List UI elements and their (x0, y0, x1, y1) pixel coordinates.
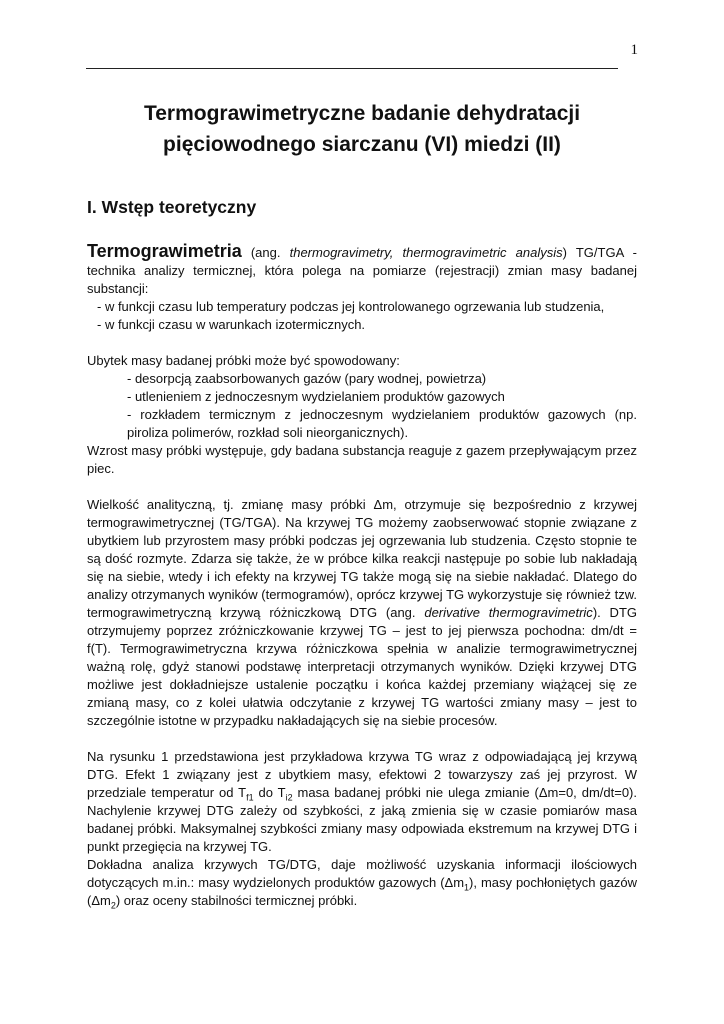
detail-text-1: Dokładna analiza krzywych TG/DTG, daje możliwość uzyskania informacji ilościowych dotyczących m.in.: masy wydzielonych produktów gazowych (Δm (87, 857, 637, 890)
page-number: 1 (630, 42, 638, 58)
detail-text-2: ), masy pochłoniętych gazów (Δm (87, 875, 637, 908)
measurement-list (87, 298, 637, 334)
list-item: - w funkcji czasu lub temperatury podczas jej kontrolowanego ogrzewania lub studzenia, (97, 299, 605, 314)
list-item: - rozkładem termicznym z jednoczesnym wydzielaniem produktów gazowych (np. piroliza polimerów, rozkład soli nieorganicznych). (127, 407, 637, 440)
list-item: - utlenieniem z jednoczesnym wydzielaniem produktów gazowych (127, 389, 505, 404)
document-body (87, 98, 637, 910)
list-item: - w funkcji czasu w warunkach izotermicznych. (97, 317, 366, 332)
title-line-1: Termograwimetryczne badanie dehydratacji (143, 102, 581, 125)
gain-paragraph: Wzrost masy próbki występuje, gdy badana substancja reaguje z gazem przepływającym przez piec. (87, 443, 637, 476)
list-item: - desorpcją zaabsorbowanych gazów (pary wodnej, powietrza) (127, 371, 487, 386)
term-heading: Termograwimetria (87, 241, 242, 261)
header-rule (86, 68, 618, 69)
figure-text-2: do T (253, 785, 286, 800)
title-line-2: pięciowodnego siarczanu (VI) miedzi (II) (163, 133, 561, 156)
detail-text-3: ) oraz oceny stabilności termicznej próbki. (115, 893, 358, 908)
detail-paragraph (87, 856, 637, 910)
subscript: i2 (285, 792, 293, 803)
figure-paragraph (87, 748, 637, 856)
dtg-term: derivative thermogravimetric (424, 605, 593, 620)
section-heading: I. Wstęp teoretyczny (87, 197, 257, 217)
loss-lead: Ubytek masy badanej próbki może być spowodowany: (87, 353, 400, 368)
document-title (87, 98, 637, 160)
intro-paragraph (87, 242, 637, 298)
analysis-paragraph (87, 496, 637, 730)
subscript: 2 (110, 900, 116, 911)
loss-causes-list (87, 370, 637, 442)
figure-text-3: masa badanej próbki nie ulega zmianie (Δm=0, dm/dt=0). Nachylenie krzywej DTG zależy od szybkości, z jaką zmienia się w czasie pomiarów masa badanej próbki. Maksymalnej szybkości zmiany masy odpowiada ekstremum na krzywej DTG i punkt przegięcia na krzywej TG. (87, 785, 637, 854)
subscript: 1 (464, 882, 470, 893)
ang-terms: thermogravimetry, thermogravimetric analysis (289, 245, 563, 260)
analysis-part-1: Wielkość analityczną, tj. zmianę masy próbki Δm, otrzymuje się bezpośrednio z krzywej termograwimetrycznej (TG/TGA). Na krzywej TG możemy zaobserwować stopnie związane z ubytkiem lub przyrostem masy próbki podczas jej ogrzewania lub studzenia. Często stopnie te są dość rozmyte. Zdarza się także, że w próbce kilka reakcji następuje po sobie lub nakładają się na siebie, wtedy i ich efekty na krzywej TG także mogą się na siebie nakładać. Dlatego do analizy otrzymanych wyników (termogramów), oprócz krzywej TG wykorzystuje się również tzw. termograwimetryczną krzywą różniczkową DTG (ang. (87, 497, 637, 620)
intro-rest: ) TG/TGA - technika analizy termicznej, która polega na pomiarze (rejestracji) zmian masy badanej substancji: (87, 245, 637, 296)
ang-prefix: (ang. (250, 245, 290, 260)
subscript: f1 (246, 792, 254, 803)
figure-text-1: Na rysunku 1 przedstawiona jest przykładowa krzywa TG wraz z odpowiadającą jej krzywą DTG. Efekt 1 związany jest z ubytkiem masy, efektowi 2 towarzyszy zaś jej przyrost. W przedziale temperatur od T (87, 749, 637, 800)
analysis-part-2: ). DTG otrzymujemy poprzez zróżniczkowanie krzywej TG – jest to jej pierwsza pochodna: dm/dt = f(T). Termograwimetryczna krzywa różniczkowa spełnia w analizie termograwimetrycznej ważną rolę, gdyż stanowi podstawę interpretacji otrzymanych wyników. Dzięki krzywej DTG możliwe jest dokładniejsze ustalenie początku i końca każdej przemiany wiążącej się ze zmianą masy, co z kolei ułatwia odczytanie z krzywej TG wartości zmiany masy – jest to szczególnie istotne w przypadku nakładających się na siebie procesów. (87, 605, 638, 728)
